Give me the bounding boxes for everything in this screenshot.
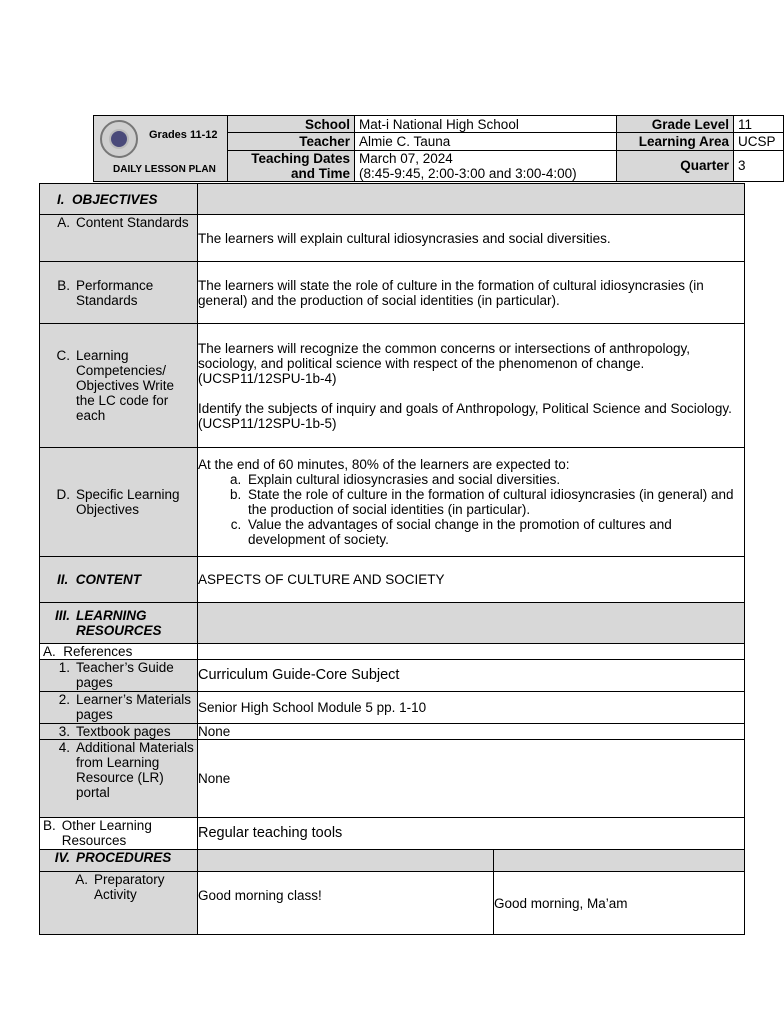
item-label: Content Standards xyxy=(76,215,189,230)
content-num: II. xyxy=(57,572,69,587)
content-title: CONTENT xyxy=(75,572,142,587)
content-heading xyxy=(40,557,198,603)
date-value: March 07, 2024 xyxy=(359,150,453,166)
grades-label: Grades 11-12 xyxy=(149,129,218,141)
deped-seal-icon xyxy=(100,120,138,158)
dates-label xyxy=(228,150,355,182)
objectives-heading-blank xyxy=(198,184,745,215)
objectives-heading xyxy=(40,184,198,215)
procedures-student-col xyxy=(494,850,745,872)
grade-level-value: 11 xyxy=(734,116,784,133)
quarter-value: 3 xyxy=(734,150,784,182)
learners-materials-text: Senior High School Module 5 pp. 1-10 xyxy=(198,692,745,724)
learning-area-value: UCSP xyxy=(734,133,784,150)
dates-label-line1: Teaching Dates xyxy=(251,150,350,166)
quarter-label: Quarter xyxy=(617,150,734,182)
other-resources-text: Regular teaching tools xyxy=(198,818,745,850)
item-label: Specific Learning Objectives xyxy=(76,487,180,517)
learners-materials-label xyxy=(40,692,198,724)
school-label: School xyxy=(228,116,355,133)
plan-title: DAILY LESSON PLAN xyxy=(113,164,216,175)
dates-value xyxy=(355,150,617,182)
competencies-label xyxy=(40,324,198,448)
item-label: Textbook pages xyxy=(76,724,171,739)
student-activity-text: Good morning, Ma’am xyxy=(494,872,745,935)
time-value: (8:45-9:45, 2:00-3:00 and 3:00-4:00) xyxy=(359,165,577,181)
other-resources-label xyxy=(40,818,198,850)
list-item: b. State the role of culture in the formation of cultural idiosyncrasies (in general) and the production of social identities (in particular). xyxy=(245,487,744,517)
header-table xyxy=(93,115,784,182)
item-letter: B. xyxy=(57,278,70,293)
item-letter: D. xyxy=(56,487,70,502)
item-label: References xyxy=(63,644,133,659)
specific-objectives-text xyxy=(198,448,745,557)
list-item: a. Explain cultural idiosyncrasies and social diversities. xyxy=(245,472,744,487)
item-label: Performance Standards xyxy=(76,278,154,308)
objectives-num: I. xyxy=(57,191,65,207)
school-value: Mat-i National High School xyxy=(355,116,617,133)
item-letter: C. xyxy=(56,348,70,363)
teachers-guide-text: Curriculum Guide-Core Subject xyxy=(198,660,745,692)
item-number: 3. xyxy=(58,724,70,739)
item-label: Learner’s Materials pages xyxy=(76,692,192,722)
list-item: c. Value the advantages of social change in the promotion of cultures and development of society. xyxy=(245,517,744,547)
content-text: ASPECTS OF CULTURE AND SOCIETY xyxy=(198,557,745,603)
item-label: Other Learning Resources xyxy=(61,818,152,848)
additional-materials-label xyxy=(40,740,198,818)
objectives-list xyxy=(198,472,744,547)
specific-objectives-label xyxy=(40,448,198,557)
logo-cell xyxy=(94,116,228,182)
resources-heading-blank xyxy=(198,603,745,644)
item-letter: A. xyxy=(43,644,56,659)
grade-level-label: Grade Level xyxy=(617,116,734,133)
item-letter: B. xyxy=(43,818,56,833)
item-number: 1. xyxy=(58,660,70,675)
procedures-title: PROCEDURES xyxy=(76,850,172,865)
item-letter: A. xyxy=(75,872,88,887)
dates-label-line2: and Time xyxy=(290,165,350,181)
item-label: Teacher’s Guide pages xyxy=(76,660,174,690)
teacher-value: Almie C. Tauna xyxy=(355,133,617,150)
performance-standards-text: The learners will state the role of culture in the formation of cultural idiosyncrasies (in general) and the production of social identities (in particular). xyxy=(198,262,745,324)
item-label: Learning Competencies/ Objectives Write the LC code for each xyxy=(76,348,175,423)
resources-num: III. xyxy=(54,608,70,623)
content-standards-text: The learners will explain cultural idiosyncrasies and social diversities. xyxy=(198,215,745,262)
teacher-label: Teacher xyxy=(228,133,355,150)
teachers-guide-label xyxy=(40,660,198,692)
learning-area-label: Learning Area xyxy=(617,133,734,150)
references-blank xyxy=(198,644,745,660)
procedures-num: IV. xyxy=(54,850,70,865)
item-number: 2. xyxy=(58,692,70,707)
objectives-intro: At the end of 60 minutes, 80% of the learners are expected to: xyxy=(198,457,570,472)
procedures-teacher-col xyxy=(198,850,494,872)
performance-standards-label xyxy=(40,262,198,324)
objectives-title: OBJECTIVES xyxy=(72,191,158,207)
teacher-activity-text: Good morning class! xyxy=(198,872,494,935)
resources-heading xyxy=(40,603,198,644)
competency-1: The learners will recognize the common concerns or intersections of anthropology, sociology, and political science with respect of the phenomenon of change.(UCSP11/12SPU-1b-4) xyxy=(198,340,690,386)
competency-2: Identify the subjects of inquiry and goals of Anthropology, Political Science and Sociology.(UCSP11/12SPU-1b-5) xyxy=(198,400,732,431)
item-label: Preparatory Activity xyxy=(94,872,165,902)
item-letter: A. xyxy=(57,215,70,230)
item-label: Additional Materials from Learning Resource (LR) portal xyxy=(76,740,194,800)
resources-title: LEARNING RESOURCES xyxy=(76,608,162,638)
textbook-text: None xyxy=(198,724,745,740)
content-standards-label xyxy=(40,215,198,262)
procedures-heading xyxy=(40,850,198,872)
competencies-text xyxy=(198,324,745,448)
textbook-label xyxy=(40,724,198,740)
lesson-plan-table xyxy=(39,183,745,935)
item-number: 4. xyxy=(58,740,70,755)
preparatory-activity-label xyxy=(40,872,198,935)
references-label xyxy=(40,644,198,660)
additional-materials-text: None xyxy=(198,740,745,818)
